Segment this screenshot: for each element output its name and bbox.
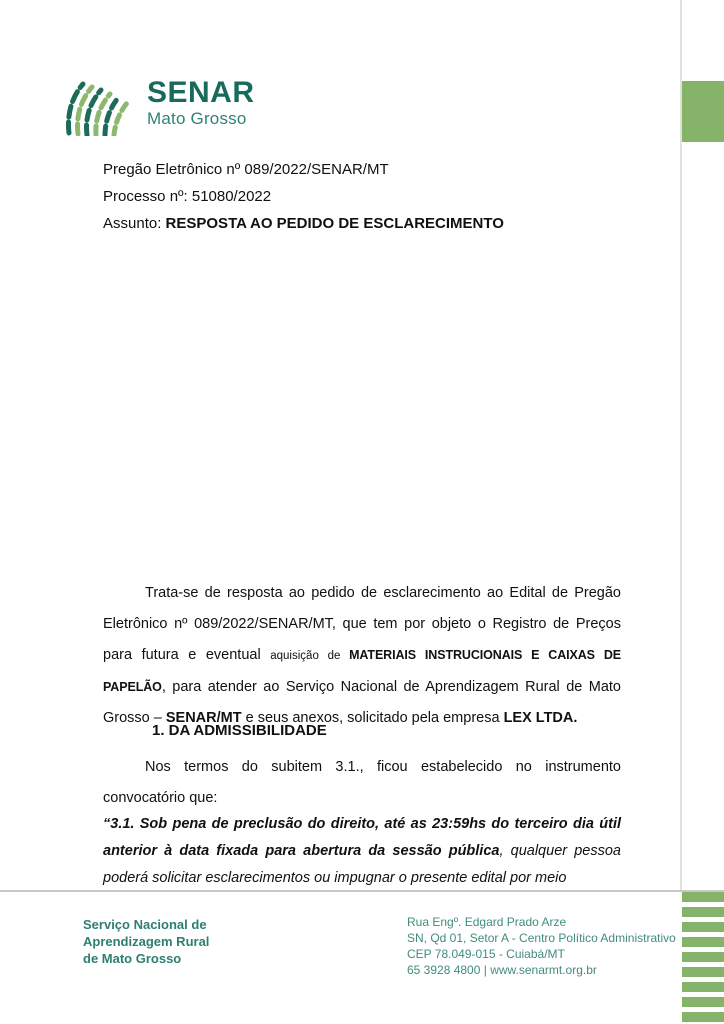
logo-title: SENAR bbox=[147, 76, 255, 109]
paragraph-intro bbox=[103, 578, 621, 734]
assunto-label: Assunto: bbox=[103, 215, 166, 232]
quote-subitem-3-1 bbox=[103, 811, 621, 892]
logo-subtitle: Mato Grosso bbox=[147, 109, 247, 128]
footer-phone-website: 65 3928 4800 | www.senarmt.org.br bbox=[407, 963, 597, 977]
p1-text: Trata-se de resposta ao pedido de esclarecimento ao Edital de Pregão Eletrônico nº 089/2022/SENAR/MT, que tem por objeto o Registro de Preços para futura e eventual bbox=[103, 585, 621, 663]
p1-company-name: LEX LTDA. bbox=[503, 710, 578, 726]
assunto-value: RESPOSTA AO PEDIDO DE ESCLARECIMENTO bbox=[165, 215, 504, 232]
p1-text2: , para atender ao Serviço Nacional de Aprendizagem Rural de Mato Grosso – bbox=[103, 679, 621, 726]
section-heading-admissibilidade: 1. DA ADMISSIBILIDADE bbox=[152, 722, 327, 739]
paragraph-nos-termos: Nos termos do subitem 3.1., ficou estabelecido no instrumento convocatório que: bbox=[103, 759, 621, 806]
p1-text3: e seus anexos, solicitado pela empresa bbox=[241, 710, 504, 726]
footer-org-line1: Serviço Nacional de bbox=[83, 917, 207, 932]
quote-regular-part: , qualquer pessoa poderá solicitar esclarecimentos ou impugnar o presente edital por meio bbox=[103, 843, 621, 886]
footer-organization-name bbox=[83, 916, 209, 967]
footer-street: Rua Engº. Edgard Prado Arze bbox=[407, 915, 567, 929]
footer-district: SN, Qd 01, Setor A - Centro Político Administrativo bbox=[407, 931, 676, 945]
processo-number-line: Processo nº: 51080/2022 bbox=[103, 188, 272, 205]
senar-logo bbox=[62, 70, 255, 136]
p1-senar-mt: SENAR/MT bbox=[165, 710, 242, 726]
pregao-number-line: Pregão Eletrônico nº 089/2022/SENAR/MT bbox=[103, 161, 389, 178]
bottom-right-stripes bbox=[682, 892, 724, 1024]
footer-org-line3: de Mato Grosso bbox=[83, 951, 182, 966]
p1-object-caps: MATERIAIS INSTRUCIONAIS E CAIXAS DE PAPELÃO bbox=[103, 648, 621, 694]
top-right-accent-block bbox=[682, 81, 724, 142]
footer-address-block bbox=[407, 914, 676, 978]
assunto-line bbox=[103, 210, 504, 237]
document-header bbox=[103, 156, 504, 237]
quote-bold-part: “3.1. Sob pena de preclusão do direito, até as 23:59hs do terceiro dia útil anterior à data fixada para abertura da sessão pública bbox=[103, 816, 621, 859]
footer-org-line2: Aprendizagem Rural bbox=[83, 934, 210, 949]
logo-text bbox=[147, 77, 255, 129]
p1-small-text: aquisição de bbox=[270, 650, 350, 662]
grass-arcs-icon bbox=[62, 70, 136, 136]
footer-cep-city: CEP 78.049-015 - Cuiabá/MT bbox=[407, 947, 565, 961]
